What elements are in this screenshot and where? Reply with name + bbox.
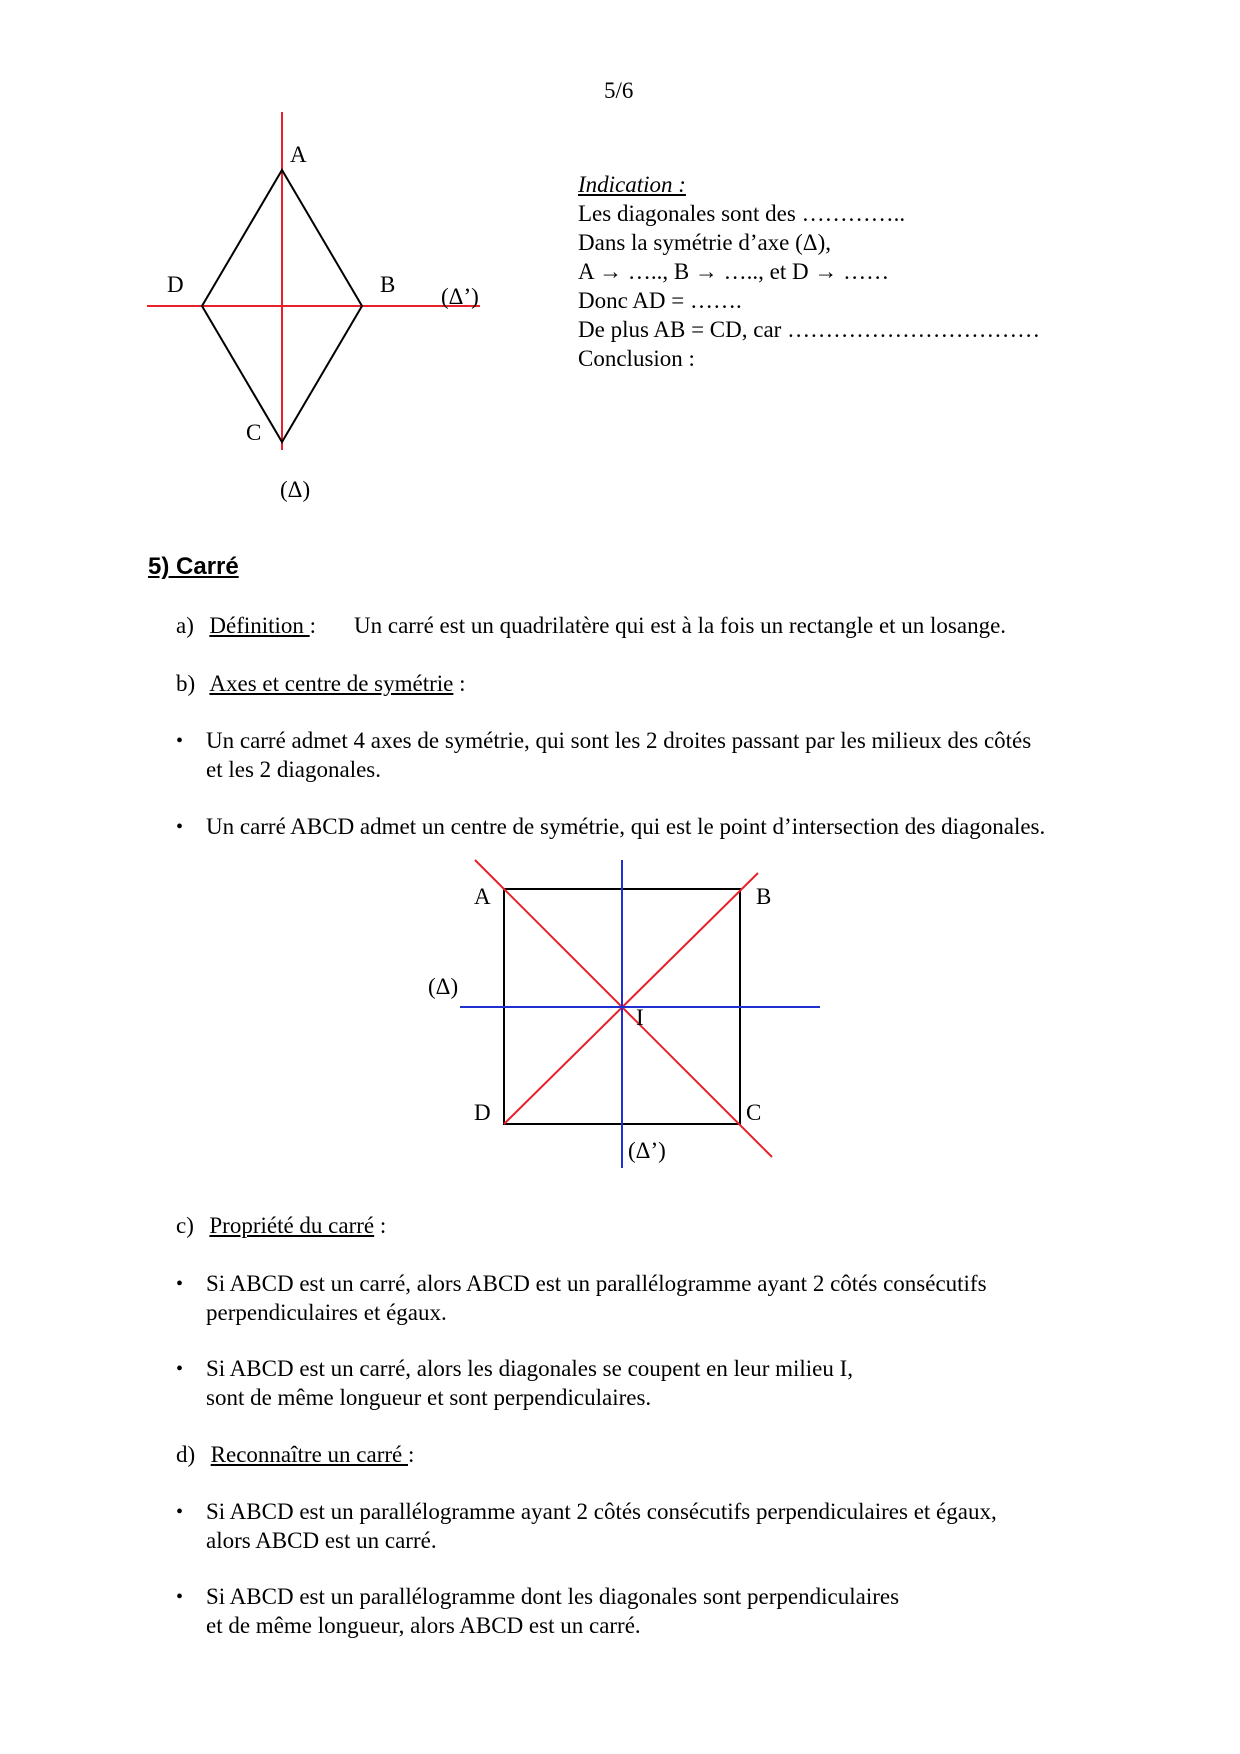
diagonal-BD (504, 873, 758, 1124)
bullet-text-line: Un carré admet 4 axes de symétrie, qui sont les 2 droites passant par les milieux des côtés (206, 728, 1032, 753)
recognize-item (176, 1440, 414, 1469)
property-colon: : (374, 1213, 387, 1238)
recognize-colon: : (407, 1442, 415, 1467)
label-delta-prime: (Δ’) (628, 1138, 666, 1163)
property-item (176, 1211, 386, 1240)
square-figure (420, 858, 820, 1168)
definition-item (176, 611, 316, 640)
item-marker: d) (176, 1442, 196, 1467)
symmetry-bullet-1 (206, 726, 1031, 784)
bullet-text-line: et les 2 diagonales. (206, 757, 382, 782)
bullet-text-line: Un carré ABCD admet un centre de symétrie, qui est le point d’intersection des diagonales. (206, 814, 1046, 839)
bullet-icon: • (176, 1358, 184, 1380)
bullet-text-line: Si ABCD est un parallélogramme ayant 2 côtés consécutifs perpendiculaires et égaux, (206, 1499, 997, 1524)
indication-line: De plus AB = CD, car …………………………… (578, 317, 1041, 342)
label-D: D (167, 272, 184, 297)
recognize-bullet-2 (206, 1582, 899, 1640)
indication-title: Indication : (578, 172, 686, 197)
indication-line: Dans la symétrie d’axe (Δ), (578, 230, 831, 255)
bullet-text-line: sont de même longueur et sont perpendiculaires. (206, 1385, 652, 1410)
bullet-text-line: alors ABCD est un carré. (206, 1528, 437, 1553)
label-delta-prime: (Δ’) (441, 284, 479, 309)
bullet-icon: • (176, 816, 184, 838)
bullet-text-line: Si ABCD est un carré, alors les diagonales se coupent en leur milieu I, (206, 1356, 854, 1381)
property-bullet-1 (206, 1269, 987, 1327)
label-B: B (756, 884, 772, 909)
bullet-icon: • (176, 730, 184, 752)
section-heading (148, 553, 239, 581)
label-C: C (246, 420, 262, 445)
item-marker: c) (176, 1213, 194, 1238)
indication-line: Conclusion : (578, 346, 695, 371)
definition-label: Définition (209, 613, 310, 638)
bullet-text-line: Si ABCD est un parallélogramme dont les diagonales sont perpendiculaires (206, 1584, 900, 1609)
bullet-text-line: et de même longueur, alors ABCD est un carré. (206, 1613, 641, 1638)
definition-text: Un carré est un quadrilatère qui est à la fois un rectangle et un losange. (354, 613, 1007, 638)
symmetry-bullet-2 (206, 812, 1045, 841)
rhombus-figure (140, 110, 480, 510)
indication-line: A → ….., B → ….., et D → …… (578, 259, 890, 284)
bullet-icon: • (176, 1586, 184, 1608)
label-delta: (Δ) (428, 974, 459, 999)
indication-line: Les diagonales sont des ………….. (578, 201, 906, 226)
section-title: 5) Carré (148, 553, 239, 580)
label-I: I (636, 1005, 644, 1030)
bullet-icon: • (176, 1273, 184, 1295)
property-label: Propriété du carré (209, 1213, 375, 1238)
recognize-bullet-1 (206, 1497, 997, 1555)
label-B: B (380, 272, 396, 297)
page-number: 5/6 (604, 78, 634, 103)
label-D: D (474, 1100, 491, 1125)
label-C: C (746, 1100, 762, 1125)
label-A: A (290, 142, 307, 167)
bullet-text-line: Si ABCD est un carré, alors ABCD est un parallélogramme ayant 2 côtés consécutifs (206, 1271, 987, 1296)
indication-line: Donc AD = ……. (578, 288, 742, 313)
symmetry-item (176, 669, 466, 698)
label-delta: (Δ) (280, 477, 311, 502)
label-A: A (474, 884, 491, 909)
symmetry-colon: : (453, 671, 466, 696)
bullet-icon: • (176, 1501, 184, 1523)
bullet-text-line: perpendiculaires et égaux. (206, 1300, 447, 1325)
indication-block (578, 170, 1040, 373)
item-marker: a) (176, 613, 194, 638)
item-marker: b) (176, 671, 196, 696)
property-bullet-2 (206, 1354, 853, 1412)
definition-colon: : (309, 613, 317, 638)
symmetry-label: Axes et centre de symétrie (209, 671, 454, 696)
recognize-label: Reconnaître un carré (210, 1442, 408, 1467)
